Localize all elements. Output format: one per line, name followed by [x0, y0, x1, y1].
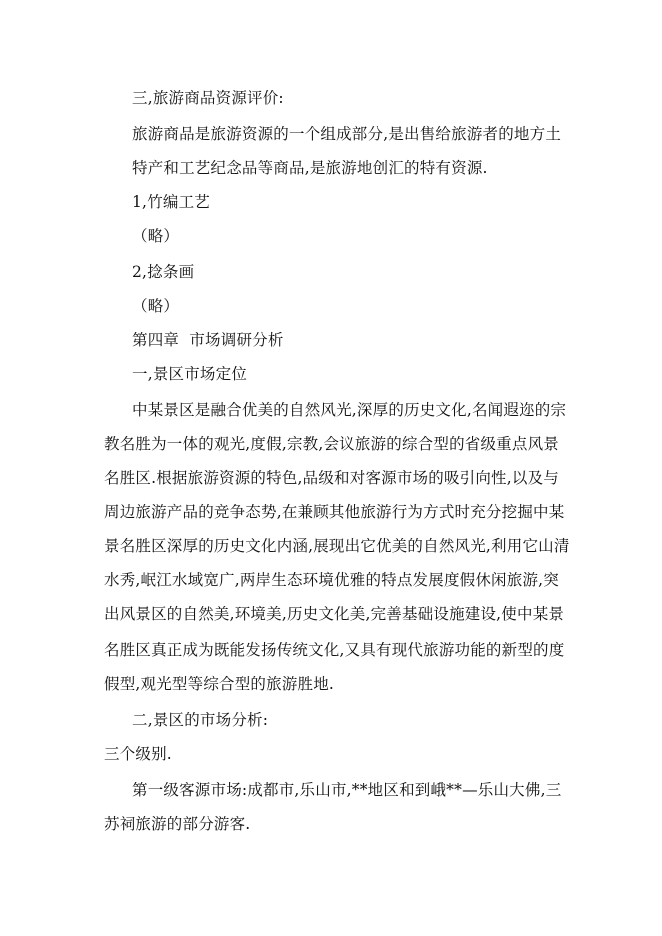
paragraph-line: 苏祠旅游的部分游客.: [104, 815, 251, 833]
list-item-bamboo-craft: 1,竹编工艺: [132, 193, 210, 211]
paragraph-line: 教名胜为一体的观光,度假,宗教,会议旅游的综合型的省级重点风景: [104, 435, 559, 453]
paragraph-line: 周边旅游产品的竞争态势,在兼顾其他旅游行为方式时充分挖掘中某: [104, 503, 565, 521]
paragraph-line: 中某景区是融合优美的自然风光,深厚的历史文化,名闻遐迩的宗: [132, 401, 567, 419]
section-heading-positioning: 一,景区市场定位: [132, 365, 248, 383]
chapter-title: 第四章 市场调研分析: [132, 331, 284, 349]
paragraph-line: 特产和工艺纪念品等商品,是旅游地创汇的特有资源.: [132, 159, 488, 177]
paragraph-line: 第一级客源市场:成都市,乐山市,**地区和到峨**—乐山大佛,三: [132, 781, 562, 799]
section-heading-market-analysis: 二,景区的市场分析:: [132, 711, 269, 729]
heading-tourism-goods-evaluation: 三,旅游商品资源评价:: [132, 89, 284, 107]
paragraph-line: 名胜区.根据旅游资源的特色,品级和对客源市场的吸引向性,以及与: [104, 469, 559, 487]
paragraph-line: 出风景区的自然美,环境美,历史文化美,完善基础设施建设,使中某景: [104, 605, 565, 623]
list-item-twisted-painting: 2,捻条画: [132, 263, 195, 281]
omitted-note: （略）: [132, 227, 180, 245]
paragraph-line: 水秀,岷江水域宽广,两岸生态环境优雅的特点发展度假休闲旅游,突: [104, 571, 559, 589]
paragraph-line: 旅游商品是旅游资源的一个组成部分,是出售给旅游者的地方土: [132, 125, 562, 143]
omitted-note: （略）: [132, 297, 180, 315]
paragraph-line: 景名胜区深厚的历史文化内涵,展现出它优美的自然风光,利用它山清: [104, 537, 570, 555]
paragraph-line: 假型,观光型等综合型的旅游胜地.: [104, 675, 335, 693]
paragraph-line: 三个级别.: [104, 745, 172, 763]
paragraph-line: 名胜区真正成为既能发扬传统文化,又具有现代旅游功能的新型的度: [104, 641, 565, 659]
